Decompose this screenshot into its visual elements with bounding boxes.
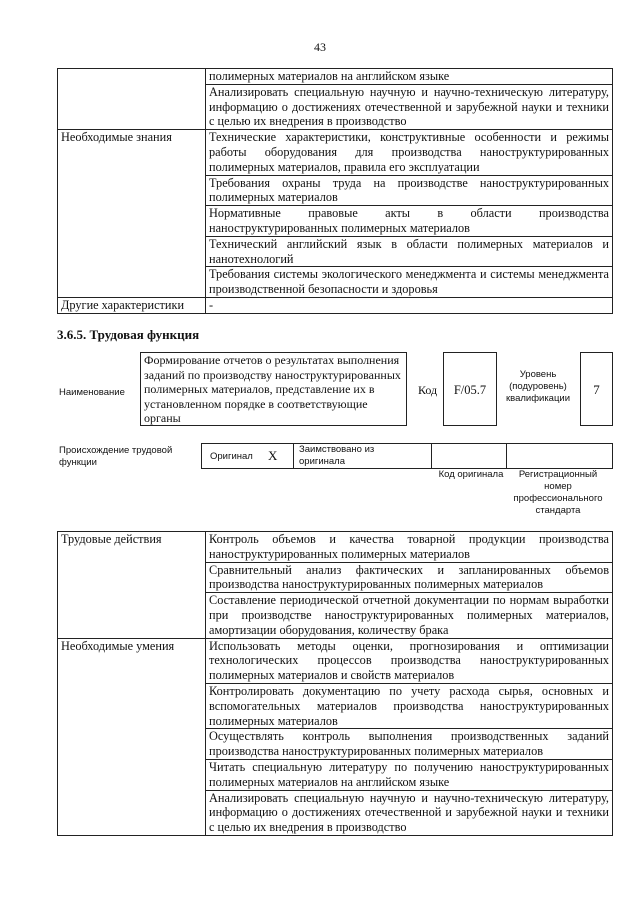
origin-row [201, 443, 613, 469]
row-label: Необходимые умения [58, 638, 206, 835]
table-cell: Читать специальную литературу по получению наноструктурированных полимерных материалов на английском языке [206, 759, 613, 790]
section-title: 3.6.5. Трудовая функция [57, 327, 200, 342]
row-label: Другие характеристики [58, 297, 206, 313]
code-original-label: Код оригинала [438, 469, 504, 480]
table-row [58, 532, 613, 563]
table-cell: Технические характеристики, конструктивные особенности и режимы работы оборудования для производства наноструктурированных полимерных материалов, правила его эксплуатации [206, 130, 613, 175]
table-cell: Анализировать специальную научную и научно-техническую литературу, информацию о достижениях отечественной и зарубежной науки и техники с целью их внедрения в производство [206, 84, 613, 129]
qualification-level: 7 [580, 352, 613, 426]
row-label [58, 69, 206, 130]
code-label: Код [418, 383, 438, 397]
row-label: Трудовые действия [58, 532, 206, 639]
divider [293, 443, 294, 469]
original-mark: X [268, 448, 278, 463]
table-row [58, 130, 613, 175]
table-row [58, 638, 613, 683]
row-label: Необходимые знания [58, 130, 206, 298]
name-label: Наименование [59, 387, 125, 398]
table-row [58, 69, 613, 85]
table-cell: - [206, 297, 613, 313]
table-cell: Требования охраны труда на производстве наноструктурированных полимерных материалов [206, 175, 613, 206]
table-cell: Анализировать специальную научную и научно-техническую литературу, информацию о достижениях отечественной и зарубежной науки и техники с целью их внедрения в производство [206, 790, 613, 835]
table-cell: полимерных материалов на английском языке [206, 69, 613, 85]
table-cell: Контроль объемов и качества товарной продукции производства наноструктурированных полимерных материалов [206, 532, 613, 563]
reg-number-label: Регистрационный номер профессионального стандарта [513, 469, 603, 516]
divider [431, 443, 432, 469]
divider [506, 443, 507, 469]
table-cell: Составление периодической отчетной документации по нормам выработки при производстве наноструктурированных полимерных материалов, амортизации оборудования, количеству брака [206, 593, 613, 638]
actions-skills-table [57, 531, 613, 836]
table-cell: Осуществлять контроль выполнения производственных заданий производства наноструктурированных полимерных материалов [206, 729, 613, 760]
original-label: Оригинал [210, 451, 253, 462]
table-cell: Сравнительный анализ фактических и запланированных объемов производства наноструктурированных полимерных материалов [206, 562, 613, 593]
function-code: F/05.7 [443, 352, 497, 426]
borrowed-label: Заимствовано из оригинала [299, 444, 375, 467]
knowledge-table [57, 68, 613, 314]
level-label: Уровень (подуровень) квалификации [505, 369, 571, 404]
origin-label: Происхождение трудовой функции [59, 445, 173, 468]
table-cell: Технический английский язык в области полимерных материалов и нанотехнологий [206, 236, 613, 267]
table-cell: Контролировать документацию по учету расхода сырья, основных и вспомогательных материалов производства наноструктурированных полимерных материалов [206, 683, 613, 728]
page-number: 43 [314, 40, 326, 54]
function-name: Формирование отчетов о результатах выполнения заданий по производству наноструктурированных полимерных материалов, представление их в установленном порядке в соответствующие органы [140, 352, 407, 426]
table-cell: Требования системы экологического менеджмента и системы менеджмента производственной безопасности и здоровья [206, 267, 613, 298]
table-row [58, 297, 613, 313]
table-cell: Нормативные правовые акты в области производства наноструктурированных полимерных материалов [206, 206, 613, 237]
table-cell: Использовать методы оценки, прогнозирования и оптимизации технологических процессов производства наноструктурированных полимерных материалов и свойств материалов [206, 638, 613, 683]
